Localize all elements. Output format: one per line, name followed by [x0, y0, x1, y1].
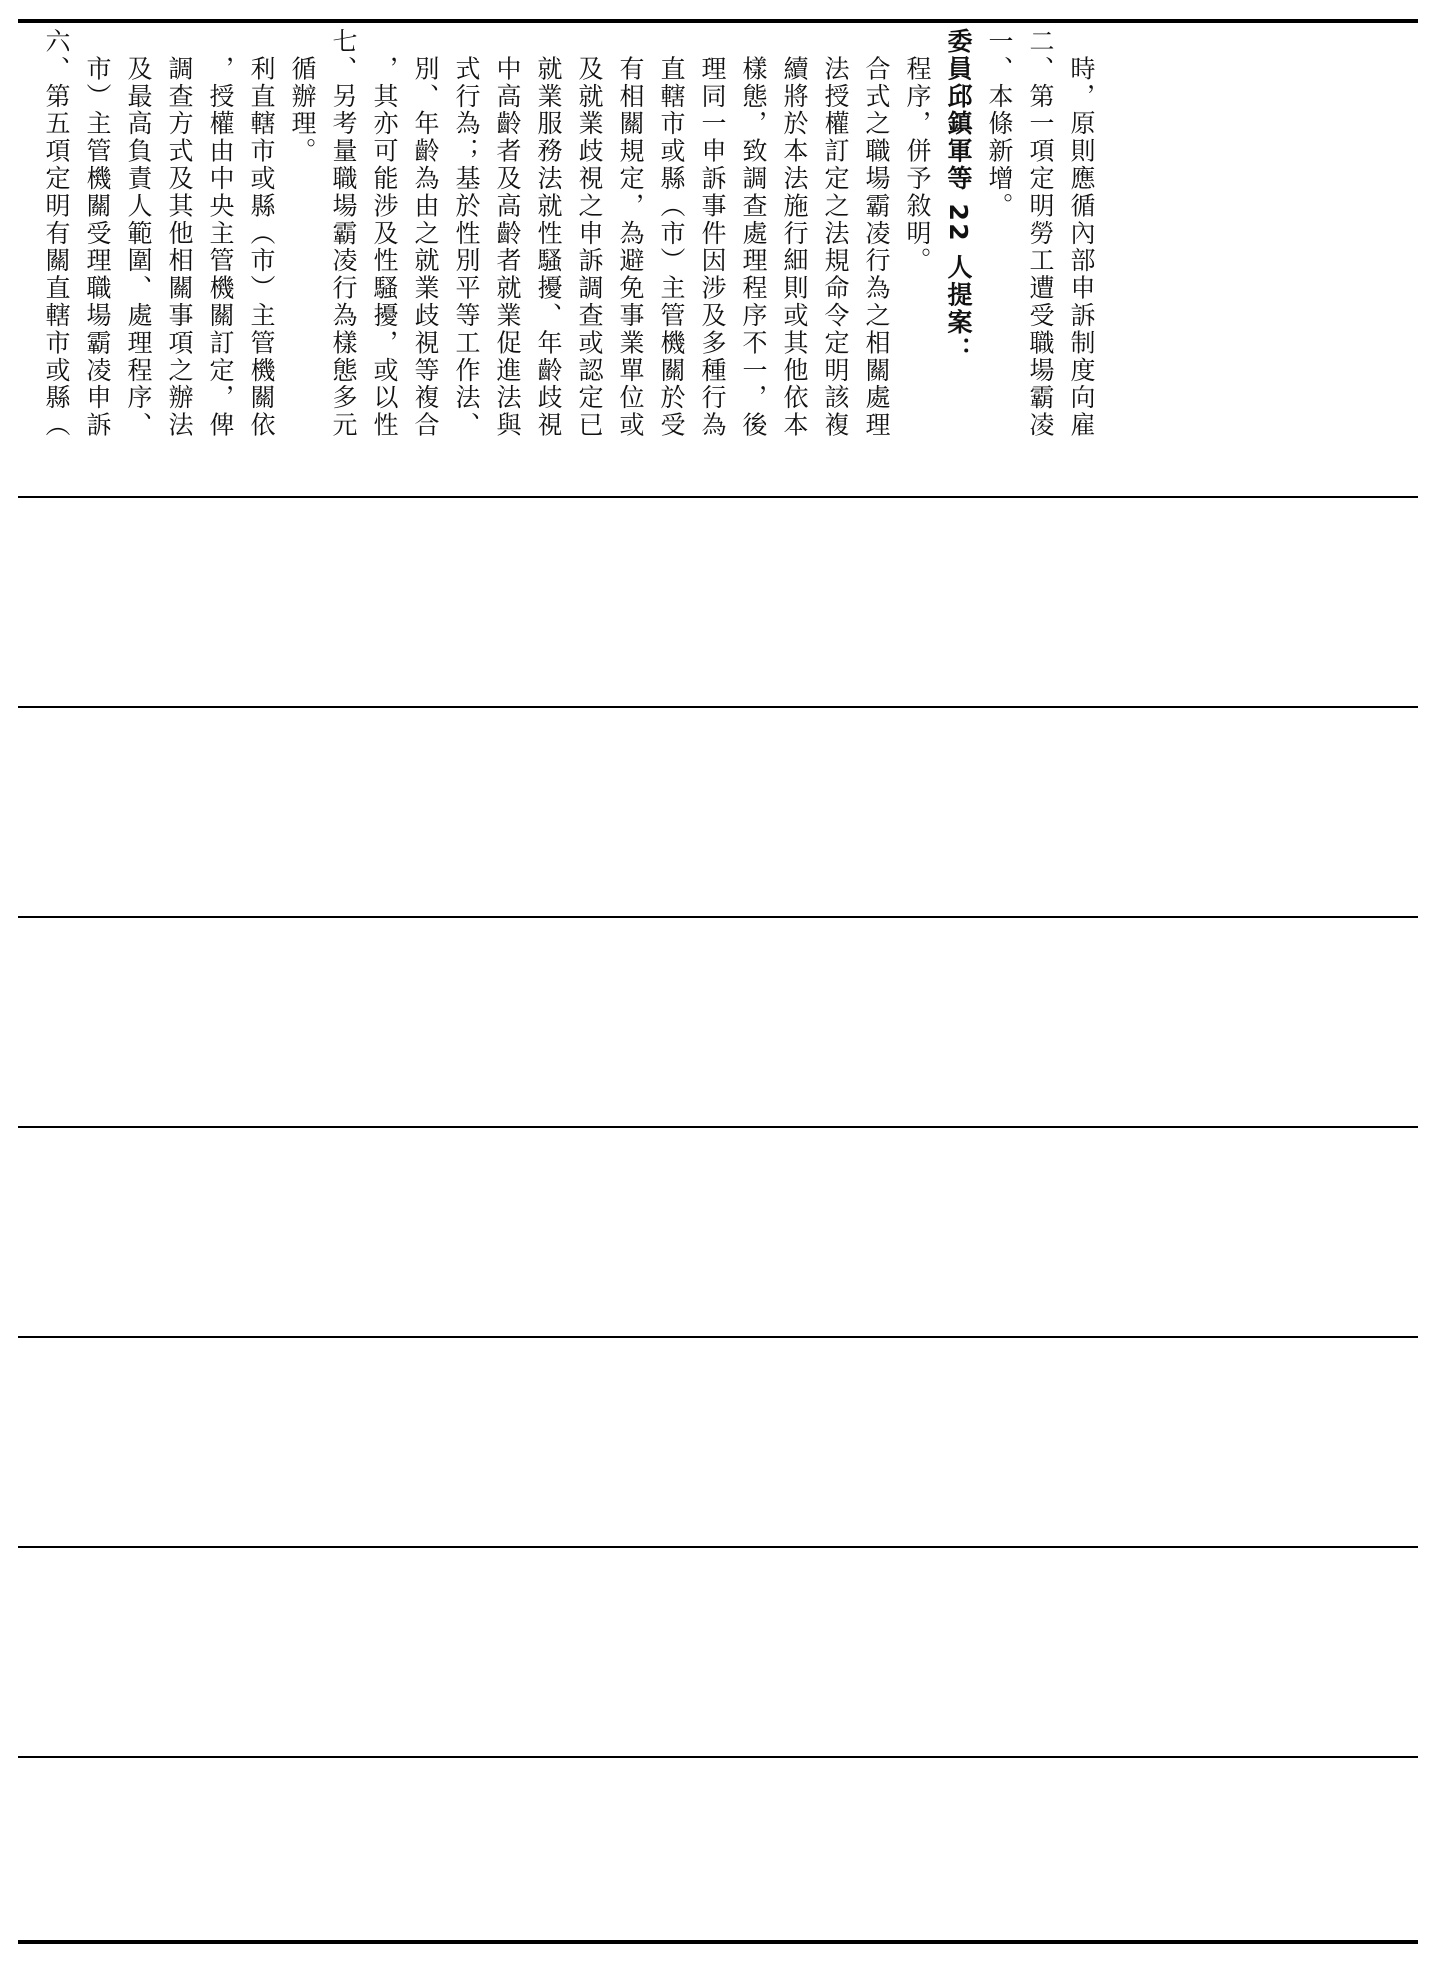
text-column: 法授權訂定之法規命令定明該複	[821, 28, 850, 439]
text-column: 二、第一項定明勞工遭受職場霸凌	[1026, 28, 1055, 439]
text-column: 合式之職場霸凌行為之相關處理	[862, 28, 891, 439]
text-column: 利直轄市或縣（市）主管機關依	[247, 28, 276, 439]
text-column: 時，原則應循內部申訴制度向雇	[1067, 28, 1096, 439]
text-column: 六、第五項定明有關直轄市或縣（	[42, 28, 71, 439]
row-divider	[18, 916, 1418, 918]
text-column: 一、本條新增。	[985, 28, 1014, 220]
text-column: 直轄市或縣（市）主管機關於受	[657, 28, 686, 439]
text-column: 就業服務法就性騷擾、年齡歧視	[534, 28, 563, 439]
text-column: 調查方式及其他相關事項之辦法	[165, 28, 194, 439]
text-column: 市）主管機關受理職場霸凌申訴	[83, 28, 112, 439]
text-column: 有相關規定，為避免事業單位或	[616, 28, 645, 439]
text-column: ，授權由中央主管機關訂定，俾	[206, 28, 235, 439]
row-divider	[18, 1546, 1418, 1548]
text-column: ，其亦可能涉及性騷擾，或以性	[370, 28, 399, 439]
text-column: 循辦理。	[288, 28, 317, 165]
row-divider	[18, 706, 1418, 708]
table-bottom-border	[18, 1940, 1418, 1944]
row-divider	[18, 1756, 1418, 1758]
text-column: 樣態，致調查處理程序不一，後	[739, 28, 768, 439]
row-divider	[18, 1126, 1418, 1128]
proposer-heading: 委員邱鎮軍等 22 人提案：	[944, 28, 973, 364]
text-column: 程序，併予敘明。	[903, 28, 932, 275]
row-divider	[18, 1336, 1418, 1338]
text-column: 理同一申訴事件因涉及多種行為	[698, 28, 727, 439]
text-column: 別、年齡為由之就業歧視等複合	[411, 28, 440, 439]
table-top-border	[18, 19, 1418, 23]
text-column: 及最高負責人範圍、處理程序、	[124, 28, 153, 439]
text-column: 中高齡者及高齡者就業促進法與	[493, 28, 522, 439]
text-column: 七、另考量職場霸凌行為樣態多元	[329, 28, 358, 439]
text-column: 式行為；基於性別平等工作法、	[452, 28, 481, 439]
text-column: 及就業歧視之申訴調查或認定已	[575, 28, 604, 439]
text-column: 續將於本法施行細則或其他依本	[780, 28, 809, 439]
